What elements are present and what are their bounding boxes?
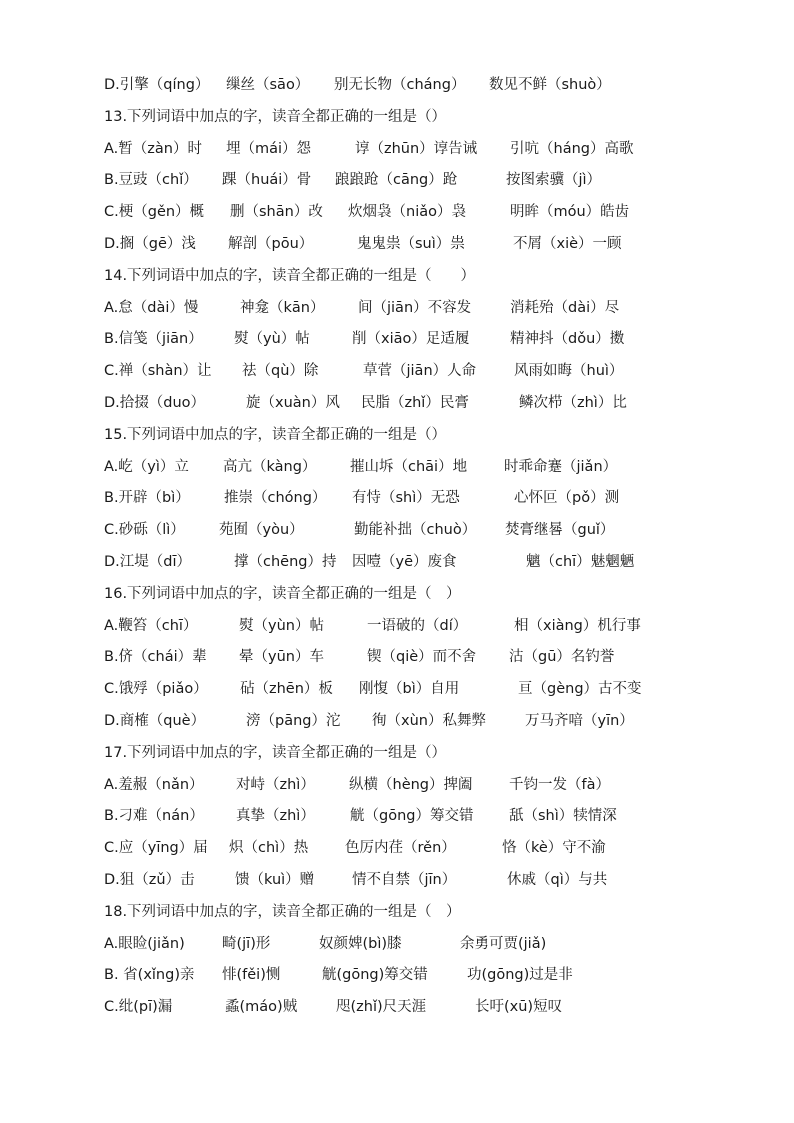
word-with-pinyin: 引吭（háng）高歌 (510, 141, 634, 157)
word-with-pinyin: 功(gōng)过是非 (467, 967, 573, 983)
word-with-pinyin: D.拾掇（duo） (104, 395, 206, 411)
word-with-pinyin: 相（xiàng）机行事 (514, 618, 641, 634)
word-with-pinyin: A.眼睑(jiǎn) (104, 936, 185, 952)
word-with-pinyin: 勤能补拙（chuò） (354, 522, 477, 538)
word-with-pinyin: 踝（huái）骨 (222, 172, 312, 188)
word-with-pinyin: 馈（kuì）赠 (235, 872, 315, 888)
word-with-pinyin: 奴颜婢(bì)膝 (319, 936, 402, 952)
word-with-pinyin: D.商榷（què） (104, 713, 206, 729)
word-with-pinyin: B.开辟（bì） (104, 490, 190, 506)
word-with-pinyin: 悱(fěi)恻 (222, 967, 281, 983)
word-with-pinyin: 高亢（kàng） (223, 459, 317, 475)
word-with-pinyin: 万马齐喑（yīn） (525, 713, 634, 729)
word-with-pinyin: 精神抖（dǒu）擞 (510, 331, 625, 347)
word-with-pinyin: 不屑（xiè）一顾 (513, 236, 622, 252)
word-with-pinyin: 数见不鲜（shuò） (489, 77, 611, 93)
word-with-pinyin: 苑囿（yòu） (219, 522, 304, 538)
word-with-pinyin: 觥（gōng）筹交错 (350, 808, 474, 824)
word-with-pinyin: A.怠（dài）慢 (104, 300, 199, 316)
word-with-pinyin: C.应（yīng）届 (104, 840, 208, 856)
question-text: 17.下列词语中加点的字，读音全都正确的一组是（） (104, 745, 447, 761)
question-text: 18.下列词语中加点的字，读音全都正确的一组是（ ） (104, 904, 461, 920)
word-with-pinyin: 咫(zhǐ)尺天涯 (336, 999, 427, 1015)
question-text: 16.下列词语中加点的字，读音全都正确的一组是（ ） (104, 586, 461, 602)
question-text: 15.下列词语中加点的字，读音全都正确的一组是（） (104, 427, 447, 443)
word-with-pinyin: 缫丝（sāo） (226, 77, 310, 93)
word-with-pinyin: 炽（chì）热 (229, 840, 309, 856)
word-with-pinyin: 熨（yùn）帖 (239, 618, 324, 634)
word-with-pinyin: 一语破的（dí） (367, 618, 468, 634)
word-with-pinyin: B. 省(xǐng)亲 (104, 967, 195, 983)
word-with-pinyin: 解剖（pōu） (228, 236, 314, 252)
word-with-pinyin: 余勇可贾(jiǎ) (460, 936, 547, 952)
word-with-pinyin: 觥(gōng)筹交错 (322, 967, 428, 983)
word-with-pinyin: 沽（gū）名钓誉 (509, 649, 615, 665)
word-with-pinyin: 刚愎（bì）自用 (359, 681, 460, 697)
word-with-pinyin: 因噎（yē）废食 (352, 554, 457, 570)
word-with-pinyin: 删（shān）改 (230, 204, 323, 220)
word-with-pinyin: 按图索骥（jì） (506, 172, 602, 188)
word-with-pinyin: 旋（xuàn）风 (246, 395, 340, 411)
word-with-pinyin: 徇（xùn）私舞弊 (372, 713, 486, 729)
word-with-pinyin: C.禅（shàn）让 (104, 363, 212, 379)
word-with-pinyin: 魑（chī）魅魍魉 (526, 554, 635, 570)
word-with-pinyin: C.饿殍（piǎo） (104, 681, 208, 697)
word-with-pinyin: 推崇（chóng） (224, 490, 327, 506)
word-with-pinyin: 真挚（zhì） (236, 808, 315, 824)
word-with-pinyin: 熨（yù）帖 (234, 331, 310, 347)
word-with-pinyin: A.羞赧（nǎn） (104, 777, 204, 793)
word-with-pinyin: 鳞次栉（zhì）比 (519, 395, 627, 411)
word-with-pinyin: 色厉内荏（rěn） (345, 840, 456, 856)
word-with-pinyin: 谆（zhūn）谆告诫 (355, 141, 478, 157)
word-with-pinyin: D.搁（gē）浅 (104, 236, 196, 252)
word-with-pinyin: 休戚（qì）与共 (507, 872, 608, 888)
word-with-pinyin: 晕（yūn）车 (239, 649, 324, 665)
word-with-pinyin: 长吁(xū)短叹 (475, 999, 563, 1015)
word-with-pinyin: 草菅（jiān）人命 (363, 363, 477, 379)
word-with-pinyin: 鬼鬼祟（suì）祟 (357, 236, 465, 252)
word-with-pinyin: B.豆豉（chǐ） (104, 172, 198, 188)
word-with-pinyin: 民脂（zhǐ）民膏 (361, 395, 469, 411)
word-with-pinyin: 焚膏继晷（guǐ） (505, 522, 615, 538)
word-with-pinyin: 时乖命蹇（jiǎn） (504, 459, 618, 475)
word-with-pinyin: 舐（shì）犊情深 (509, 808, 617, 824)
word-with-pinyin: 间（jiān）不容发 (358, 300, 472, 316)
word-with-pinyin: B.信笺（jiān） (104, 331, 203, 347)
word-with-pinyin: 祛（qù）除 (242, 363, 319, 379)
word-with-pinyin: 撑（chēng）持 (234, 554, 337, 570)
word-with-pinyin: 锲（qiè）而不舍 (367, 649, 477, 665)
question-text: 14.下列词语中加点的字，读音全都正确的一组是（ ） (104, 268, 476, 284)
word-with-pinyin: 削（xiāo）足适履 (352, 331, 470, 347)
word-with-pinyin: 蟊(máo)贼 (225, 999, 298, 1015)
word-with-pinyin: B.刁难（nán） (104, 808, 204, 824)
word-with-pinyin: 消耗殆（dài）尽 (510, 300, 620, 316)
word-with-pinyin: 心怀叵（pǒ）测 (514, 490, 620, 506)
word-with-pinyin: C.梗（gěn）概 (104, 204, 205, 220)
word-with-pinyin: D.狙（zǔ）击 (104, 872, 195, 888)
word-with-pinyin: 风雨如晦（huì） (514, 363, 624, 379)
question-text: 13.下列词语中加点的字，读音全都正确的一组是（） (104, 109, 447, 125)
word-with-pinyin: 摧山坼（chāi）地 (350, 459, 468, 475)
word-with-pinyin: 踉踉跄（cāng）跄 (335, 172, 458, 188)
word-with-pinyin: 对峙（zhì） (236, 777, 315, 793)
word-with-pinyin: 炊烟袅（niǎo）袅 (348, 204, 466, 220)
word-with-pinyin: A.屹（yì）立 (104, 459, 189, 475)
word-with-pinyin: 神龛（kān） (240, 300, 325, 316)
word-with-pinyin: 畸(jī)形 (222, 936, 271, 952)
word-with-pinyin: 砧（zhēn）板 (240, 681, 333, 697)
word-with-pinyin: 纵横（hèng）捭阖 (349, 777, 473, 793)
word-with-pinyin: 情不自禁（jīn） (352, 872, 457, 888)
word-with-pinyin: 埋（mái）怨 (226, 141, 312, 157)
word-with-pinyin: 亘（gèng）古不变 (518, 681, 642, 697)
word-with-pinyin: 恪（kè）守不渝 (502, 840, 606, 856)
word-with-pinyin: 明眸（móu）皓齿 (510, 204, 630, 220)
word-with-pinyin: 滂（pāng）沱 (246, 713, 341, 729)
word-with-pinyin: 千钧一发（fà） (509, 777, 610, 793)
word-with-pinyin: D.引擎（qíng） (104, 77, 210, 93)
word-with-pinyin: 有恃（shì）无恐 (352, 490, 460, 506)
word-with-pinyin: C.砂砾（lì） (104, 522, 185, 538)
word-with-pinyin: A.鞭笞（chī） (104, 618, 198, 634)
word-with-pinyin: 别无长物（cháng） (334, 77, 466, 93)
word-with-pinyin: C.纰(pī)漏 (104, 999, 173, 1015)
word-with-pinyin: B.侪（chái）辈 (104, 649, 207, 665)
word-with-pinyin: A.暂（zàn）时 (104, 141, 202, 157)
word-with-pinyin: D.江堤（dī） (104, 554, 192, 570)
